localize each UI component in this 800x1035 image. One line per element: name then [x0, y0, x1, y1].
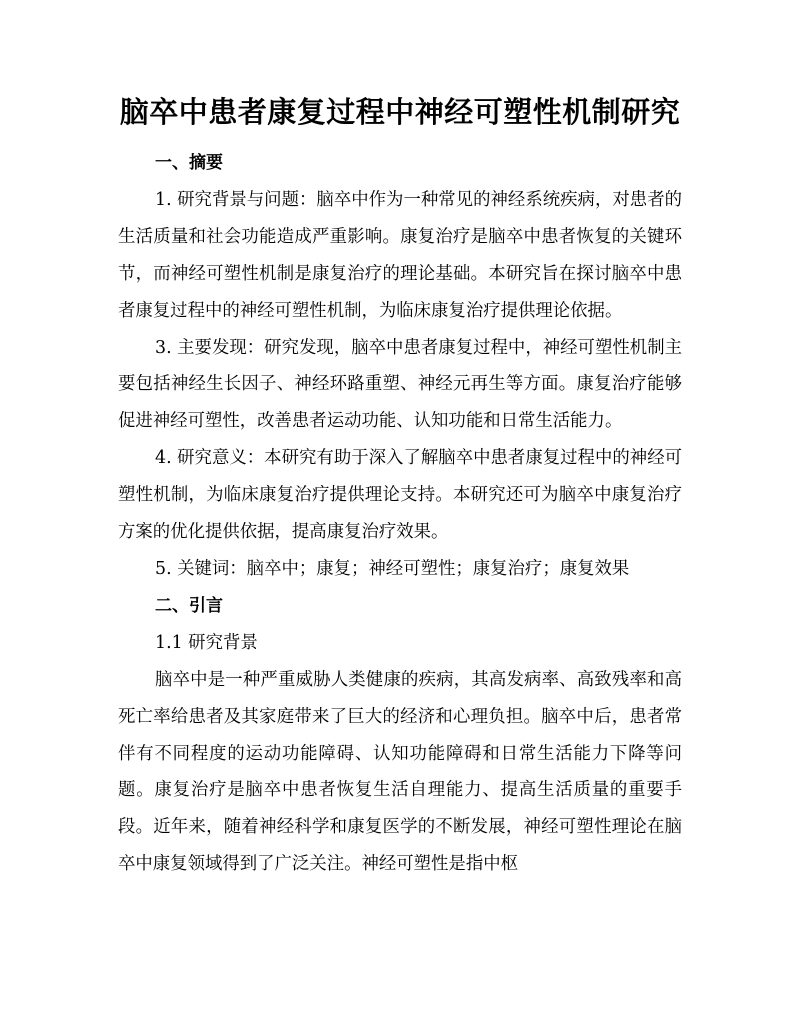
abstract-item-background: 1. 研究背景与问题：脑卒中作为一种常见的神经系统疾病，对患者的生活质量和社会功能造成严重影响。康复治疗是脑卒中患者恢复的关键环节，而神经可塑性机制是康复治疗的理论基础。本研究旨在探讨脑卒中患者康复过程中的神经可塑性机制，为临床康复治疗提供理论依据。 — [118, 189, 682, 321]
section-heading-abstract: 一、摘要 — [155, 153, 223, 173]
section-heading-introduction: 二、引言 — [155, 595, 223, 616]
subsection-heading-background: 1.1 研究背景 — [155, 632, 258, 653]
document-body — [118, 145, 682, 883]
document-title: 脑卒中患者康复过程中神经可塑性机制研究 — [119, 95, 681, 129]
abstract-item-keywords: 5. 关键词：脑卒中；康复；神经可塑性；康复治疗；康复效果 — [155, 558, 630, 579]
introduction-paragraph: 脑卒中是一种严重威胁人类健康的疾病，其高发病率、高致残率和高死亡率给患者及其家庭带来了巨大的经济和心理负担。脑卒中后，患者常伴有不同程度的运动功能障碍、认知功能障碍和日常生活能力下降等问题。康复治疗是脑卒中患者恢复生活自理能力、提高生活质量的重要手段。近年来，随着神经科学和康复医学的不断发展，神经可塑性理论在脑卒中康复领域得到了广泛关注。神经可塑性是指中枢 — [118, 669, 682, 875]
abstract-item-significance: 4. 研究意义：本研究有助于深入了解脑卒中患者康复过程中的神经可塑性机制，为临床康复治疗提供理论支持。本研究还可为脑卒中康复治疗方案的优化提供依据，提高康复治疗效果。 — [118, 448, 682, 543]
abstract-item-findings: 3. 主要发现：研究发现，脑卒中患者康复过程中，神经可塑性机制主要包括神经生长因子、神经环路重塑、神经元再生等方面。康复治疗能够促进神经可塑性，改善患者运动功能、认知功能和日常生活能力。 — [118, 337, 682, 432]
